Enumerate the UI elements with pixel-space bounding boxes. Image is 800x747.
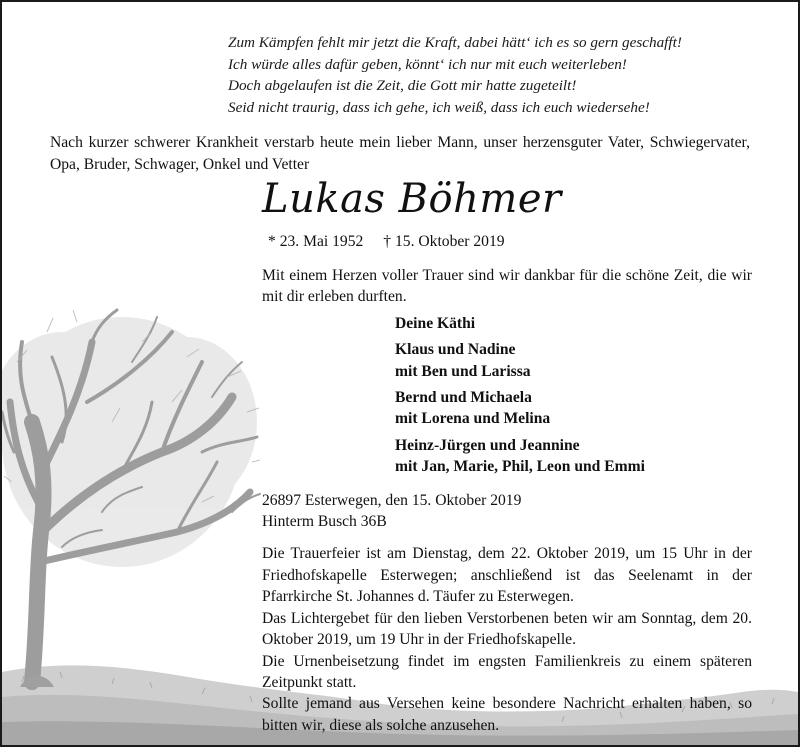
prayer-text: Das Lichtergebet für den lieben Verstorbenen beten wir am Sonntag, dem 20. Oktober 2019, um 19 Uhr in der Friedhofskapelle. <box>262 609 752 649</box>
main-content <box>262 265 752 736</box>
poem-line: Doch abgelaufen ist die Zeit, die Gott mir hatte zugeteilt! <box>228 77 577 94</box>
thanks-text: Mit einem Herzen voller Trauer sind wir dankbar für die schöne Zeit, die wir mit dir erleben durften. <box>262 267 752 306</box>
address-street: Hinterm Busch 36B <box>262 513 387 531</box>
family-member: Klaus und Nadine <box>395 341 516 359</box>
birth-date: * 23. Mai 1952 <box>268 233 364 250</box>
life-dates <box>268 233 505 251</box>
death-date: † 15. Oktober 2019 <box>383 233 505 250</box>
funeral-service-text: Die Trauerfeier ist am Dienstag, dem 22. Oktober 2019, um 15 Uhr in der Friedhofskapelle Esterwegen; anschließend ist das Seelenamt in der Pfarrkirche St. Johannes d. Täufer zu Esterwegen. <box>262 545 752 606</box>
family-group <box>395 435 752 478</box>
family-group <box>395 313 752 334</box>
deceased-name: Lukas Böhmer <box>262 176 562 222</box>
poem-line: Zum Kämpfen fehlt mir jetzt die Kraft, dabei hätt‘ ich es so gern geschafft! <box>228 34 682 51</box>
intro-text: Nach kurzer schwerer Krankheit verstarb heute mein lieber Mann, unser herzensguter Vater, Schwiegervater, Opa, Bruder, Schwager, Onkel und Vetter <box>50 134 750 173</box>
family-member: Heinz-Jürgen und Jeannine <box>395 436 580 454</box>
poem-line: Ich würde alles dafür geben, könnt‘ ich nur mit euch weiterleben! <box>228 55 627 73</box>
urn-burial-text: Die Urnenbeisetzung findet im engsten Familienkreis zu einem späteren Zeitpunkt statt. <box>262 652 752 691</box>
family-list <box>395 313 752 478</box>
address-date-line: 26897 Esterwegen, den 15. Oktober 2019 <box>262 491 522 509</box>
tree-illustration <box>2 302 262 745</box>
family-member: Deine Käthi <box>395 314 476 332</box>
family-group <box>395 387 752 430</box>
family-group <box>395 339 752 382</box>
family-member: mit Ben und Larissa <box>395 362 531 380</box>
family-member: mit Jan, Marie, Phil, Leon und Emmi <box>395 458 645 476</box>
poem-line: Seid nicht traurig, dass ich gehe, ich weiß, dass ich euch wiedersehe! <box>228 98 650 116</box>
notice-disclaimer-text: Sollte jemand aus Versehen keine besondere Nachricht erhalten haben, so bitten wir, diese als solche anzusehen. <box>262 695 752 734</box>
family-member: Bernd und Michaela <box>395 389 532 407</box>
memorial-poem <box>228 32 682 118</box>
family-member: mit Lorena und Melina <box>395 410 551 428</box>
